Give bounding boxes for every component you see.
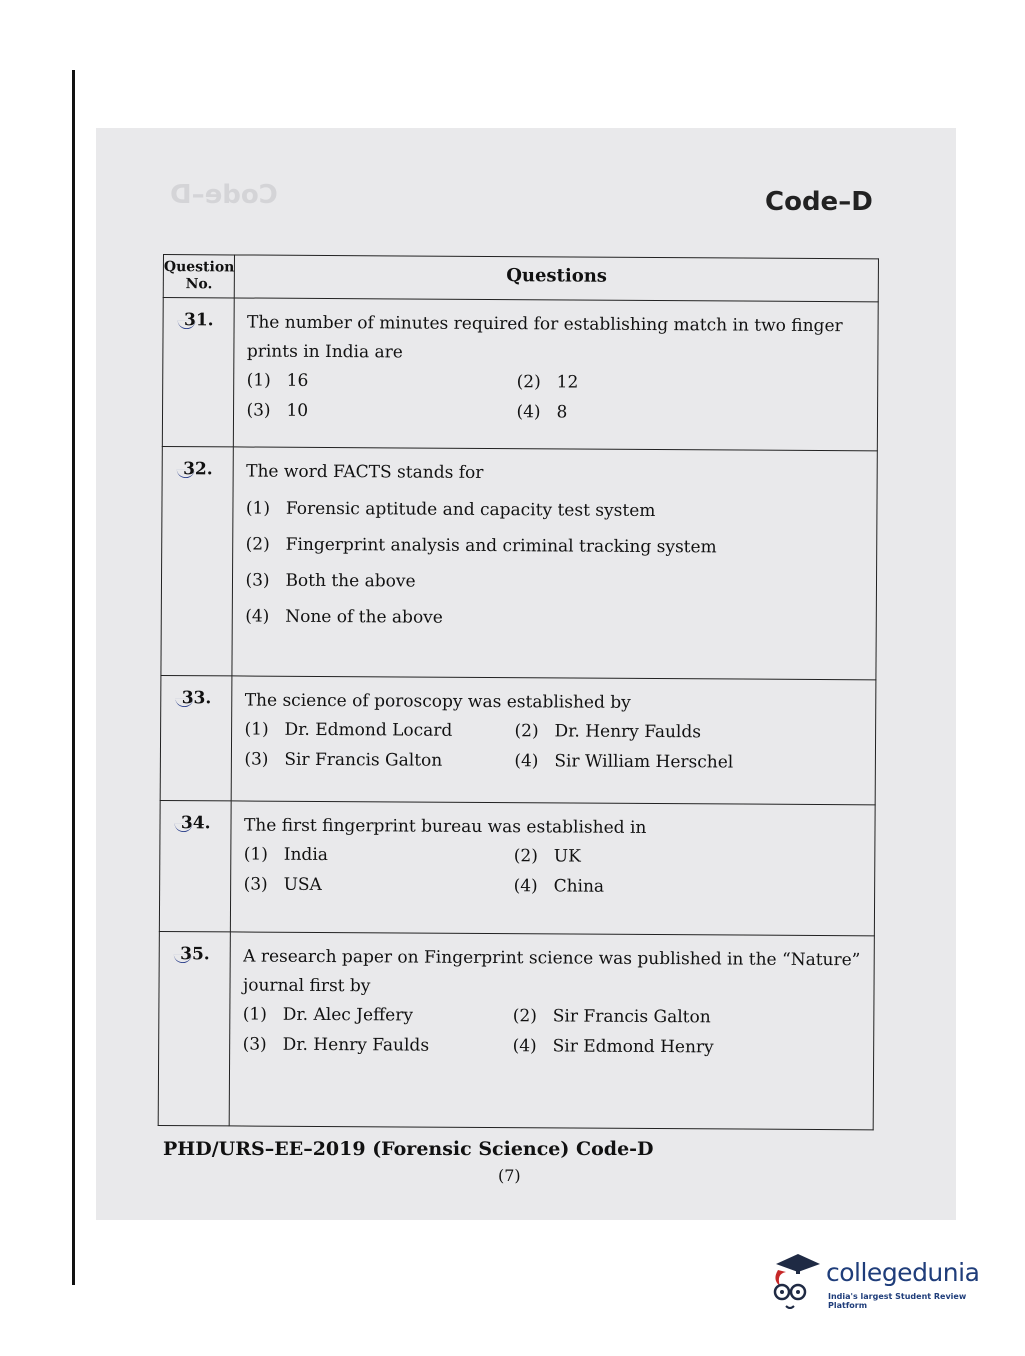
option-text: USA xyxy=(283,874,322,895)
logo-wordmark: collegedunia xyxy=(826,1258,980,1287)
scan-border-line xyxy=(72,70,75,1285)
option-number: (2) xyxy=(245,534,270,555)
option xyxy=(513,1036,864,1058)
option-number: (2) xyxy=(512,1006,537,1027)
collegedunia-logo xyxy=(768,1250,998,1320)
options-grid xyxy=(244,845,865,899)
options-grid xyxy=(243,1005,864,1059)
question-row xyxy=(162,298,878,451)
option xyxy=(245,607,866,631)
option xyxy=(514,846,865,868)
option-number: (2) xyxy=(516,372,541,393)
question-no-header: Question No. xyxy=(163,255,235,298)
questions-header: Questions xyxy=(235,255,879,302)
question-body xyxy=(234,298,878,451)
option-number: (2) xyxy=(514,721,539,742)
page-number: (7) xyxy=(498,1166,521,1185)
question-body xyxy=(230,932,875,1130)
question-row xyxy=(158,931,874,1129)
options-grid xyxy=(246,371,867,425)
option-number: (4) xyxy=(513,876,538,897)
option xyxy=(245,720,515,742)
option-number: (1) xyxy=(243,844,268,865)
question-number xyxy=(159,800,231,931)
question-number xyxy=(160,675,232,800)
option xyxy=(243,1035,513,1057)
option-number: (4) xyxy=(245,606,270,627)
option-text: Forensic aptitude and capacity test system xyxy=(285,498,656,522)
option-text: Both the above xyxy=(285,570,416,592)
questions-table xyxy=(158,254,879,1130)
option-text: Sir William Herschel xyxy=(554,751,734,773)
option xyxy=(514,721,865,743)
option xyxy=(244,750,514,772)
option-text: India xyxy=(283,844,328,866)
question-number xyxy=(161,446,234,675)
bleed-through-code: Code–D xyxy=(170,180,278,210)
option-number: (3) xyxy=(242,1034,267,1055)
option xyxy=(244,845,514,867)
question-number xyxy=(158,931,231,1125)
question-number-text: 33. xyxy=(181,688,212,709)
option-text: 16 xyxy=(286,370,309,391)
option xyxy=(517,372,868,394)
question-row xyxy=(160,675,876,804)
option-number: (3) xyxy=(245,570,270,591)
question-stem: The first fingerprint bureau was established in xyxy=(243,815,647,838)
option-number: (2) xyxy=(513,846,538,867)
option-number: (1) xyxy=(245,498,271,519)
option xyxy=(513,1006,864,1028)
option-number: (4) xyxy=(516,402,541,423)
option-number: (3) xyxy=(244,749,269,770)
option xyxy=(514,876,865,898)
option xyxy=(246,401,516,423)
graduate-mascot-icon xyxy=(768,1250,820,1316)
option xyxy=(244,875,514,897)
option-text: China xyxy=(553,876,605,897)
paper-footer: PHD/URS–EE–2019 (Forensic Science) Code-D xyxy=(163,1138,654,1160)
question-stem: A research paper on Fingerprint science was published in the “Nature” journal first by xyxy=(242,946,861,997)
question-number-text: 31. xyxy=(183,310,214,331)
option-text: 10 xyxy=(286,400,309,421)
option-text: Dr. Henry Faulds xyxy=(282,1034,430,1056)
question-number-text: 32. xyxy=(183,459,213,480)
option xyxy=(514,751,865,773)
question-stem: The number of minutes required for establishing match in two finger prints in India are xyxy=(246,312,843,363)
question-row xyxy=(161,446,877,679)
option xyxy=(245,571,866,595)
option xyxy=(247,371,517,393)
option-text: 8 xyxy=(556,402,568,423)
option xyxy=(243,1005,513,1027)
option-number: (1) xyxy=(246,370,271,391)
option-text: Dr. Alec Jeffery xyxy=(282,1004,414,1026)
option-text: Sir Edmond Henry xyxy=(552,1036,714,1058)
option-text: Dr. Edmond Locard xyxy=(284,719,453,741)
option-number: (3) xyxy=(246,400,271,421)
question-body xyxy=(232,447,877,680)
option-text: Sir Francis Galton xyxy=(284,749,443,771)
question-number xyxy=(162,298,234,447)
option xyxy=(516,402,867,424)
table-header-row xyxy=(163,255,878,302)
option-text: UK xyxy=(553,846,581,867)
question-body xyxy=(231,801,875,936)
question-stem: The science of poroscopy was established by xyxy=(244,690,631,713)
options-list xyxy=(245,499,866,631)
paper-code: Code–D xyxy=(765,187,873,217)
option-number: (1) xyxy=(242,1004,267,1025)
option-text: Fingerprint analysis and criminal tracking system xyxy=(285,534,717,558)
option xyxy=(246,535,867,559)
question-body xyxy=(232,676,876,805)
option-number: (1) xyxy=(244,719,269,740)
option xyxy=(246,499,867,523)
question-number-text: 35. xyxy=(180,944,210,965)
option-number: (4) xyxy=(514,751,539,772)
question-row xyxy=(159,800,875,935)
question-number-text: 34. xyxy=(180,813,211,834)
logo-tagline: India's largest Student Review Platform xyxy=(828,1292,967,1310)
option-text: 12 xyxy=(556,372,579,393)
option-text: Dr. Henry Faulds xyxy=(554,721,702,743)
question-stem: The word FACTS stands for xyxy=(246,461,484,483)
option-text: None of the above xyxy=(285,606,443,628)
options-grid xyxy=(244,720,865,774)
option-number: (4) xyxy=(512,1036,537,1057)
option-number: (3) xyxy=(243,874,268,895)
option-text: Sir Francis Galton xyxy=(552,1006,711,1028)
